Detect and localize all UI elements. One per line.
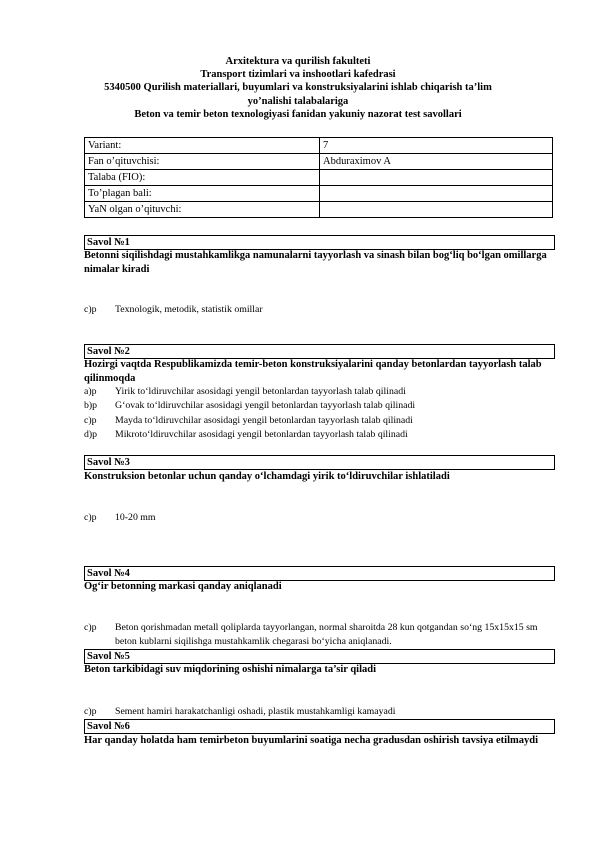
answer-text: Mikroto‘ldiruvchilar asosidagi yengil betonlardan tayyorlash talab qilinadi bbox=[115, 429, 408, 440]
answer-label: c)p bbox=[84, 304, 97, 315]
info-row bbox=[85, 138, 553, 154]
info-label: Talaba (FIO): bbox=[85, 170, 320, 186]
question-3-header: Savol №3 bbox=[84, 455, 555, 470]
answer-label: c)p bbox=[84, 622, 97, 633]
info-value: Abduraximov A bbox=[320, 154, 553, 170]
question-6-text: Har qanday holatda ham temirbeton buyumlarini soatiga necha gradusdan oshirish tavsiya etilmaydi bbox=[84, 735, 538, 746]
info-value: 7 bbox=[320, 138, 553, 154]
question-5-text: Beton tarkibidagi suv miqdorining oshishi nimalarga ta’sir qiladi bbox=[84, 664, 377, 675]
info-table bbox=[84, 137, 553, 218]
question-1-text: Betonni siqilishdagi mustahkamlikga namunalarni tayyorlash va sinash bilan bog‘liq bo‘lgan omillarga nimalar kiradi bbox=[84, 250, 547, 275]
program-title: 5340500 Qurilish materiallari, buyumlari va konstruksiyalarini ishlab chiqarish ta’lim bbox=[104, 82, 492, 94]
info-label: Fan o’qituvchisi: bbox=[85, 154, 320, 170]
answer-text: 10-20 mm bbox=[115, 512, 156, 523]
answer-text: Texnologik, metodik, statistik omillar bbox=[115, 304, 263, 315]
document-header bbox=[60, 55, 536, 121]
faculty-title: Arxitektura va qurilish fakulteti bbox=[225, 56, 371, 67]
test-title: Beton va temir beton texnologiyasi fanidan yakuniy nazorat test savollari bbox=[134, 108, 462, 120]
info-label: Variant: bbox=[85, 138, 320, 154]
answer-label: c)p bbox=[84, 415, 97, 426]
question-5-header: Savol №5 bbox=[84, 649, 555, 664]
info-row bbox=[85, 202, 553, 218]
answer-label: c)p bbox=[84, 706, 97, 717]
answer-text: Sement hamiri harakatchanligi oshadi, plastik mustahkamligi kamayadi bbox=[115, 706, 396, 717]
info-row bbox=[85, 170, 553, 186]
question-3-text: Konstruksion betonlar uchun qanday o‘lchamdagi yirik to‘ldiruvchilar ishlatiladi bbox=[84, 471, 450, 482]
answer-label: d)p bbox=[84, 429, 98, 440]
answer-label: c)p bbox=[84, 512, 97, 523]
info-value bbox=[320, 186, 553, 202]
question-4-header: Savol №4 bbox=[84, 566, 555, 581]
answer-text: Beton qorishmadan metall qoliplarda tayyorlangan, normal sharoitda 28 kun qotgandan so‘ng 15x15x15 sm beton kublarni siqilishga mustahkamlik chegarasi bo‘yicha aniqlanadi. bbox=[115, 622, 538, 647]
info-value bbox=[320, 170, 553, 186]
question-4-text: Og‘ir betonning markasi qanday aniqlanadi bbox=[84, 581, 282, 592]
info-row bbox=[85, 186, 553, 202]
answer-text: Yirik to‘ldiruvchilar asosidagi yengil betonlardan tayyorlash talab qilinadi bbox=[115, 386, 406, 397]
answer-text: G‘ovak to‘ldiruvchilar asosidagi yengil betonlardan tayyorlash talab qilinadi bbox=[115, 400, 416, 411]
question-1-header: Savol №1 bbox=[84, 235, 555, 250]
info-label: To’plagan bali: bbox=[85, 186, 320, 202]
answer-label: b)p bbox=[84, 400, 98, 411]
info-row bbox=[85, 154, 553, 170]
question-2-text: Hozirgi vaqtda Respublikamizda temir-beton konstruksiyalarini qanday betonlardan tayyorlash talab qilinmoqda bbox=[84, 359, 542, 384]
question-2-header: Savol №2 bbox=[84, 344, 555, 359]
department-title: Transport tizimlari va inshootlari kafedrasi bbox=[200, 69, 396, 81]
info-value bbox=[320, 202, 553, 218]
question-6-header: Savol №6 bbox=[84, 719, 555, 734]
answer-label: a)p bbox=[84, 386, 97, 397]
program-subtitle: yo’nalishi talabalariga bbox=[247, 95, 349, 107]
info-label: YaN olgan o’qituvchi: bbox=[85, 202, 320, 218]
answer-text: Mayda to‘ldiruvchilar asosidagi yengil betonlardan tayyorlash talab qilinadi bbox=[115, 415, 413, 426]
